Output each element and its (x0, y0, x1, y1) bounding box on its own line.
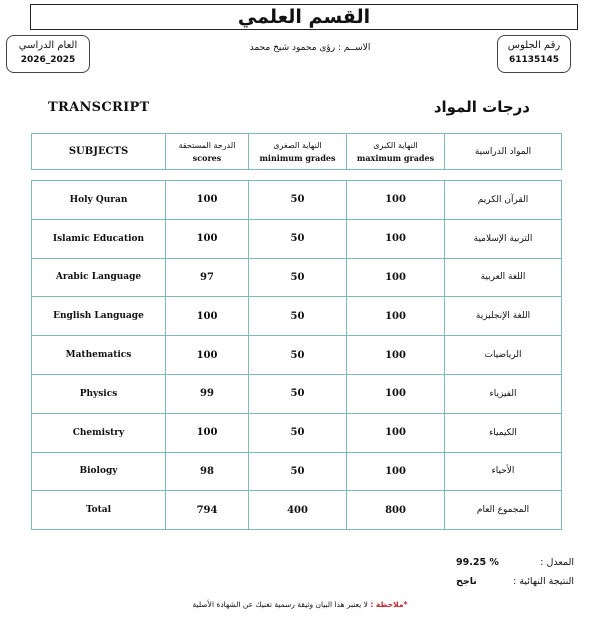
subject-en-cell: Arabic Language (32, 258, 166, 297)
maximum-grade-cell: 100 (347, 336, 445, 375)
score-cell: 100 (166, 336, 249, 375)
table-row (32, 297, 562, 336)
column-subjects-en: SUBJECTS (32, 134, 166, 170)
subject-ar-cell: التربية الإسلامية (445, 219, 562, 258)
subject-ar-cell: اللغة العربية (445, 258, 562, 297)
column-scores (166, 134, 249, 170)
minimum-grade-cell: 50 (249, 219, 347, 258)
column-maximum (347, 134, 445, 170)
column-minimum-en: minimum grades (259, 152, 336, 163)
subject-ar-cell: اللغة الإنجليزية (445, 297, 562, 336)
column-maximum-en: maximum grades (356, 152, 435, 163)
subject-en-cell: English Language (32, 297, 166, 336)
score-cell: 794 (166, 491, 249, 530)
maximum-grade-cell: 100 (347, 374, 445, 413)
subject-ar-cell: الفيزياء (445, 374, 562, 413)
academic-year-label: العام الدراسي (18, 40, 78, 51)
column-minimum-ar: النهاية الصغرى (273, 140, 322, 150)
subject-en-cell: Chemistry (32, 413, 166, 452)
student-name-value: رؤى محمود شيخ محمد (249, 43, 336, 53)
maximum-grade-cell: 100 (347, 452, 445, 491)
seat-number-label: رقم الجلوس (507, 40, 561, 51)
score-cell: 100 (166, 297, 249, 336)
subject-en-cell: Mathematics (32, 336, 166, 375)
score-cell: 100 (166, 413, 249, 452)
grades-table-header (31, 133, 562, 170)
grades-heading: درجات المواد (433, 98, 530, 116)
academic-year-value: 2026_2025 (20, 55, 76, 65)
maximum-grade-cell: 100 (347, 219, 445, 258)
maximum-grade-cell: 100 (347, 297, 445, 336)
note-text: لا يعتبر هذا البيان وثيقة رسمية تغنيك عن الشهادة الأصلية (192, 600, 368, 609)
minimum-grade-cell: 50 (249, 297, 347, 336)
seat-number-value: 61135145 (508, 55, 560, 65)
subject-en-cell: Islamic Education (32, 219, 166, 258)
minimum-grade-cell: 50 (249, 413, 347, 452)
minimum-grade-cell: 50 (249, 181, 347, 220)
minimum-grade-cell: 50 (249, 258, 347, 297)
average-value: 99.25 % (456, 557, 499, 568)
subject-ar-cell: الرياضيات (445, 336, 562, 375)
maximum-grade-cell: 100 (347, 258, 445, 297)
subject-en-cell: Physics (32, 374, 166, 413)
score-cell: 99 (166, 374, 249, 413)
average-row (456, 553, 574, 572)
student-name (200, 43, 420, 53)
maximum-grade-cell: 100 (347, 413, 445, 452)
note-key: *ملاحظة : (370, 600, 408, 609)
table-row (32, 219, 562, 258)
score-cell: 97 (166, 258, 249, 297)
column-minimum (249, 134, 347, 170)
final-result-row (456, 572, 574, 591)
academic-year-box (6, 35, 90, 73)
subject-en-cell: Biology (32, 452, 166, 491)
minimum-grade-cell: 50 (249, 452, 347, 491)
disclaimer-note (160, 600, 440, 609)
maximum-grade-cell: 800 (347, 491, 445, 530)
table-row (32, 181, 562, 220)
subject-ar-cell: الأحياء (445, 452, 562, 491)
column-scores-ar: الدرجة المستحقة (178, 140, 236, 150)
average-label: المعدل : (540, 557, 574, 568)
subject-ar-cell: الكيمياء (445, 413, 562, 452)
minimum-grade-cell: 50 (249, 336, 347, 375)
table-row (32, 413, 562, 452)
subject-en-cell: Total (32, 491, 166, 530)
table-row (32, 452, 562, 491)
transcript-heading: TRANSCRIPT (48, 100, 150, 115)
table-row (32, 374, 562, 413)
score-cell: 100 (166, 181, 249, 220)
minimum-grade-cell: 400 (249, 491, 347, 530)
column-maximum-ar: النهاية الكبرى (373, 140, 418, 150)
subject-en-cell: Holy Quran (32, 181, 166, 220)
final-result-label: النتيجة النهائية : (513, 576, 574, 587)
table-row (32, 336, 562, 375)
subject-ar-cell: المجموع العام (445, 491, 562, 530)
seat-number-box (497, 35, 571, 73)
score-cell: 98 (166, 452, 249, 491)
student-name-label: الاســم : (337, 43, 371, 53)
minimum-grade-cell: 50 (249, 374, 347, 413)
section-title-text: القسم العلمي (237, 6, 371, 28)
table-row (32, 258, 562, 297)
subject-ar-cell: القرآن الكريم (445, 181, 562, 220)
section-title (30, 4, 578, 30)
grades-table (31, 180, 562, 530)
final-result-value: ناجح (456, 576, 477, 587)
column-scores-en: scores (192, 152, 222, 163)
score-cell: 100 (166, 219, 249, 258)
maximum-grade-cell: 100 (347, 181, 445, 220)
result-summary (456, 553, 574, 591)
column-subjects-ar: المواد الدراسية (445, 134, 562, 170)
table-row (32, 491, 562, 530)
